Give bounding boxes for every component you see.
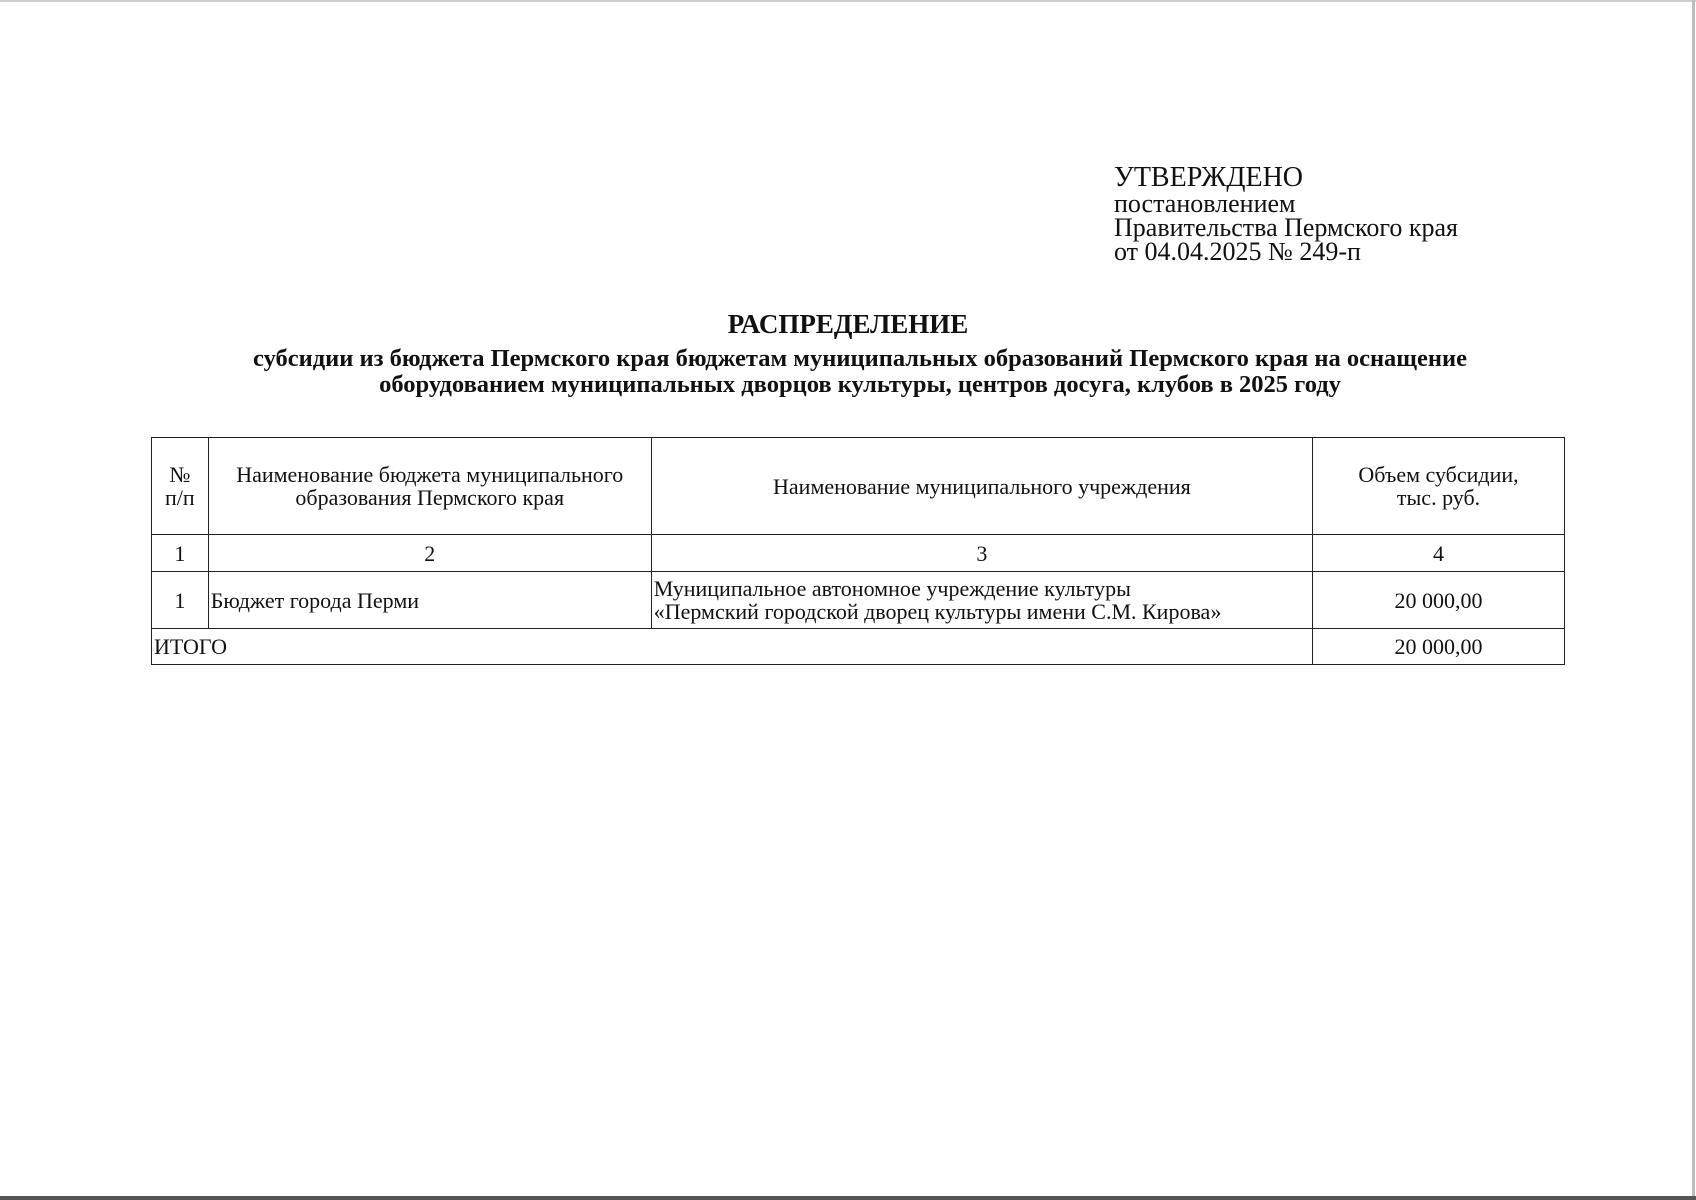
header-amount-line-2: тыс. руб.	[1396, 485, 1481, 510]
approval-stamp-block	[1114, 164, 1458, 264]
row-budget-cell: Бюджет города Перми	[208, 572, 651, 629]
column-number-cell: 2	[208, 535, 651, 572]
approval-line-3: от 04.04.2025 № 249-п	[1114, 237, 1361, 266]
column-number-cell: 4	[1313, 535, 1565, 572]
row-amount-cell: 20 000,00	[1313, 572, 1565, 629]
header-amount-cell	[1313, 438, 1565, 535]
column-number-cell: 3	[651, 535, 1312, 572]
scan-edge-right	[1692, 0, 1695, 1200]
document-subtitle	[140, 346, 1580, 398]
scan-edge-top	[0, 0, 1696, 2]
total-row	[152, 629, 1565, 665]
subtitle-line-2: оборудованием муниципальных дворцов культуры, центров досуга, клубов в 2025 году	[379, 371, 1341, 398]
header-amount-line-1: Объем субсидии,	[1358, 462, 1519, 487]
header-budget-line-2: образования Пермского края	[295, 485, 565, 510]
distribution-table	[151, 437, 1565, 665]
scan-edge-bottom	[0, 1196, 1696, 1200]
approved-label: УТВЕРЖДЕНО	[1114, 162, 1304, 193]
header-num-line-1: №	[169, 462, 191, 487]
document-title: РАСПРЕДЕЛЕНИЕ	[727, 309, 969, 339]
institution-line-1: Муниципальное автономное учреждение культуры	[653, 576, 1131, 601]
header-budget-line-1: Наименование бюджета муниципального	[236, 462, 624, 487]
institution-line-2: «Пермский городской дворец культуры имени С.М. Кирова»	[653, 599, 1222, 624]
total-label-cell: ИТОГО	[152, 629, 1313, 665]
total-amount-cell: 20 000,00	[1313, 629, 1565, 665]
row-institution-cell	[651, 572, 1312, 629]
row-num-cell: 1	[152, 572, 209, 629]
table-row	[152, 572, 1565, 629]
header-num-cell	[152, 438, 209, 535]
subtitle-line-1: субсидии из бюджета Пермского края бюджетам муниципальных образований Пермского края на оснащение	[253, 345, 1467, 372]
header-institution-cell: Наименование муниципального учреждения	[651, 438, 1312, 535]
column-number-row	[152, 535, 1565, 572]
approval-line-1: постановлением	[1114, 189, 1296, 218]
header-num-line-2: п/п	[165, 485, 195, 510]
approval-line-2: Правительства Пермского края	[1114, 213, 1458, 242]
table-header-row	[152, 438, 1565, 535]
header-budget-cell	[208, 438, 651, 535]
column-number-cell: 1	[152, 535, 209, 572]
